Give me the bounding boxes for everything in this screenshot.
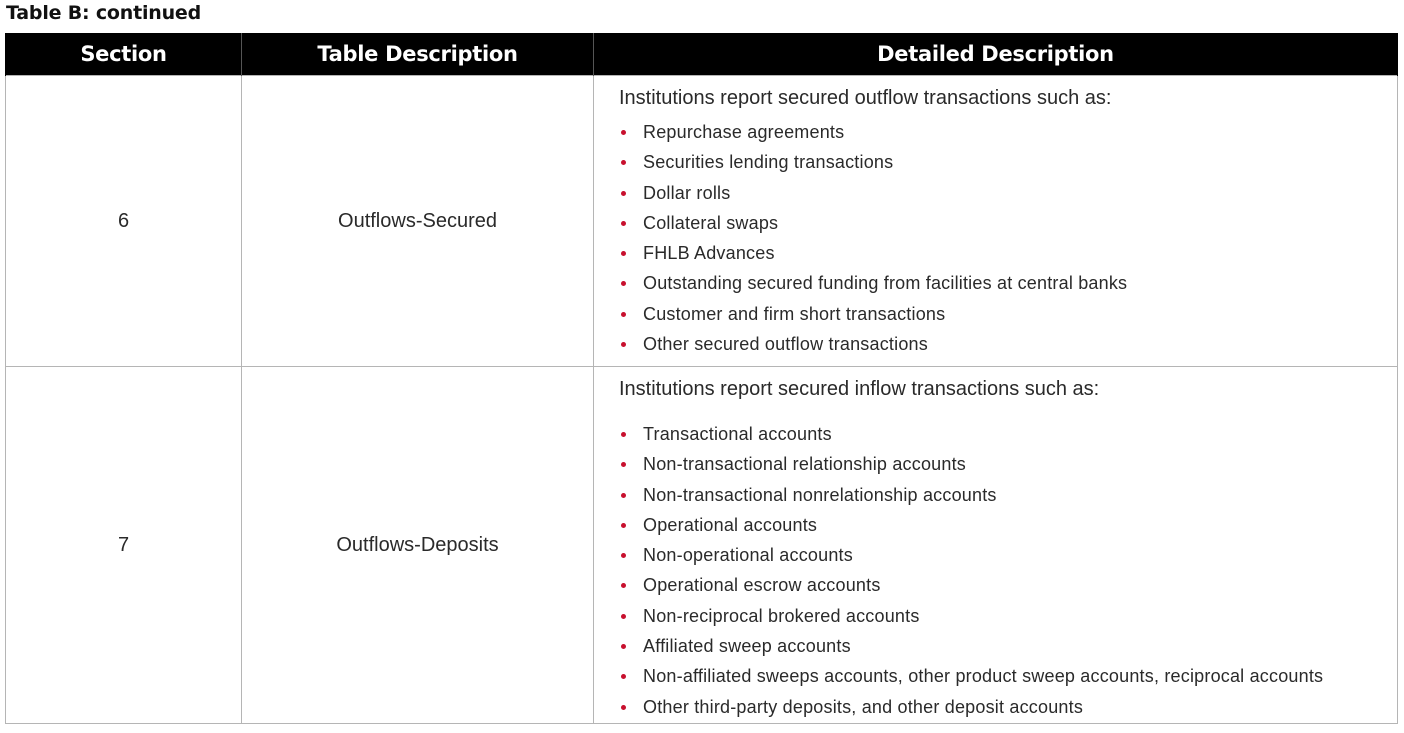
list-item bbox=[619, 147, 1397, 177]
list-item bbox=[619, 329, 1397, 359]
list-item-text: Non-reciprocal brokered accounts bbox=[643, 605, 920, 626]
table-row bbox=[6, 76, 1398, 367]
list-item bbox=[619, 480, 1397, 510]
section-number: 7 bbox=[6, 367, 242, 724]
detail-intro: Institutions report secured outflow transactions such as: bbox=[619, 87, 1112, 109]
list-item-text: FHLB Advances bbox=[643, 243, 775, 264]
table-header-row bbox=[6, 33, 1398, 76]
list-item bbox=[619, 238, 1397, 268]
bullet-icon bbox=[621, 342, 626, 347]
column-header-table-description: Table Description bbox=[242, 33, 594, 76]
bullet-icon bbox=[621, 644, 626, 649]
bullet-icon bbox=[621, 674, 626, 679]
list-item-text: Non-operational accounts bbox=[643, 545, 853, 566]
table-description: Outflows-Secured bbox=[242, 76, 594, 367]
bullet-icon bbox=[621, 281, 626, 286]
detail-list bbox=[619, 117, 1397, 359]
list-item-text: Transactional accounts bbox=[643, 424, 832, 444]
bullet-icon bbox=[621, 432, 626, 437]
sections-table bbox=[5, 33, 1398, 724]
bullet-icon bbox=[621, 160, 626, 165]
list-item-text: Non-transactional relationship accounts bbox=[643, 454, 966, 475]
bullet-icon bbox=[621, 493, 626, 498]
bullet-icon bbox=[621, 462, 626, 467]
list-item bbox=[619, 570, 1397, 600]
bullet-icon bbox=[621, 553, 626, 558]
table-description: Outflows-Deposits bbox=[242, 367, 594, 724]
list-item bbox=[619, 268, 1397, 298]
list-item-text: Other secured outflow transactions bbox=[643, 334, 928, 355]
bullet-icon bbox=[621, 221, 626, 226]
bullet-icon bbox=[621, 705, 626, 710]
list-item-text: Customer and firm short transactions bbox=[643, 303, 946, 324]
section-number: 6 bbox=[6, 76, 242, 367]
list-item-text: Operational escrow accounts bbox=[643, 575, 881, 596]
bullet-icon bbox=[621, 523, 626, 528]
list-item-text: Non-transactional nonrelationship accounts bbox=[643, 484, 997, 505]
list-item bbox=[619, 449, 1397, 479]
detailed-description bbox=[594, 76, 1398, 367]
list-item-text: Affiliated sweep accounts bbox=[643, 636, 851, 657]
list-item-text: Securities lending transactions bbox=[643, 152, 894, 173]
list-item-text: Dollar rolls bbox=[643, 182, 731, 203]
list-item bbox=[619, 692, 1397, 722]
detail-list bbox=[619, 419, 1397, 722]
detail-intro: Institutions report secured inflow transactions such as: bbox=[619, 378, 1100, 400]
bullet-icon bbox=[621, 614, 626, 619]
bullet-icon bbox=[621, 191, 626, 196]
list-item-text: Other third-party deposits, and other deposit accounts bbox=[643, 696, 1084, 717]
list-item bbox=[619, 510, 1397, 540]
list-item bbox=[619, 208, 1397, 238]
bullet-icon bbox=[621, 251, 626, 256]
detailed-description bbox=[594, 367, 1398, 724]
bullet-icon bbox=[621, 312, 626, 317]
list-item-text: Outstanding secured funding from facilities at central banks bbox=[643, 273, 1128, 294]
column-header-detailed-description: Detailed Description bbox=[594, 33, 1398, 76]
list-item bbox=[619, 178, 1397, 208]
list-item bbox=[619, 117, 1397, 147]
list-item bbox=[619, 540, 1397, 570]
list-item-text: Repurchase agreements bbox=[643, 122, 845, 142]
list-item-text: Operational accounts bbox=[643, 514, 818, 535]
bullet-icon bbox=[621, 130, 626, 135]
bullet-icon bbox=[621, 583, 626, 588]
table-row bbox=[6, 367, 1398, 724]
table-caption: Table B: continued bbox=[6, 2, 202, 24]
list-item-text: Collateral swaps bbox=[643, 212, 779, 233]
list-item bbox=[619, 601, 1397, 631]
column-header-section: Section bbox=[6, 33, 242, 76]
list-item bbox=[619, 299, 1397, 329]
list-item bbox=[619, 661, 1397, 691]
list-item-text: Non-affiliated sweeps accounts, other product sweep accounts, reciprocal accounts bbox=[643, 666, 1324, 687]
list-item bbox=[619, 419, 1397, 449]
list-item bbox=[619, 631, 1397, 661]
